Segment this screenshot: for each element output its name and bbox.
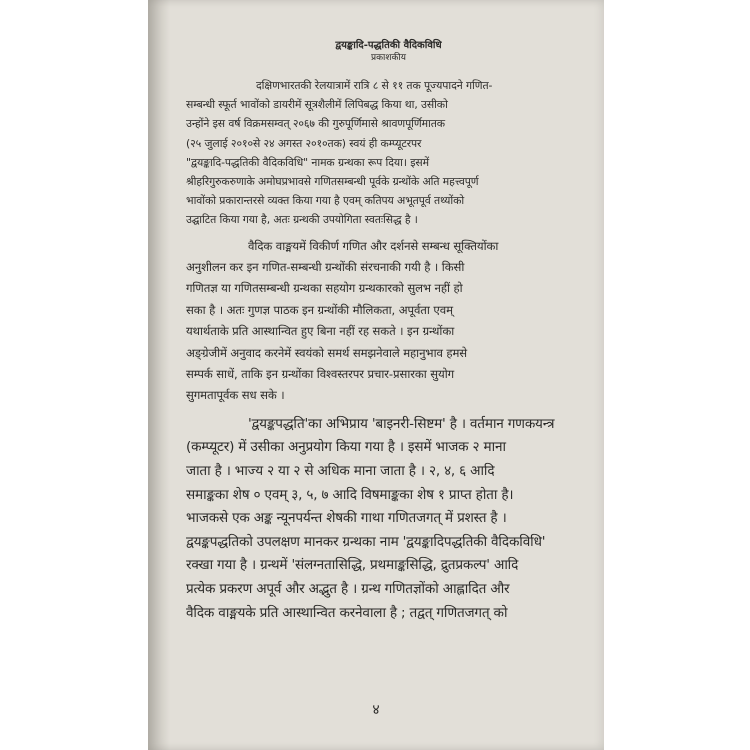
paragraph-line: द्वयङ्कपद्धतिको उपलक्षण मानकर ग्रन्थका नाम 'द्वयङ्कादिपद्धतिकी वैदिकविधि': [186, 533, 546, 550]
paragraph-line: अनुशीलन कर इन गणित-सम्बन्धी ग्रन्थोंकी संरचनाकी गयी है । किसी: [186, 260, 465, 275]
page-title: द्वयङ्कादि-पद्धतिकी वैदिकविधि: [335, 40, 442, 51]
page-subtitle: प्रकाशकीय: [371, 53, 406, 63]
page-content: [186, 40, 591, 625]
paragraph-1: [186, 76, 591, 230]
paragraph-line: सम्बन्धी स्फूर्त भावोंको डायरीमें सूत्रशैलीमें लिपिबद्ध किया था, उसीको: [186, 98, 448, 112]
paragraph-line: श्रीहरिगुरुकरुणाके अमोघप्रभावसे गणितसम्बन्धी पूर्वके ग्रन्थोंके अति महत्त्वपूर्ण: [186, 175, 479, 189]
paragraph-line: प्रत्येक प्रकरण अपूर्व और अद्भुत है । ग्रन्थ गणितज्ञोंको आह्लादित और: [186, 581, 510, 598]
paragraph-line: गणितज्ञ या गणितसम्बन्धी ग्रन्थका सहयोग ग्रन्थकारको सुलभ नहीं हो: [186, 281, 463, 296]
paragraph-line: भावोंको प्रकारान्तरसे व्यक्त किया गया है एवम् कतिपय अभूतपूर्व तथ्योंको: [186, 194, 465, 208]
paragraph-line: सका है । अतः गुणज्ञ पाठक इन ग्रन्थोंकी मौलिकता, अपूर्वता एवम्: [186, 302, 453, 317]
paragraph-line: उन्होंने इस वर्ष विक्रमसम्वत् २०६७ की गुरुपूर्णिमासे श्रावणपूर्णिमातक: [186, 117, 445, 131]
paragraph-line: समाङ्कका शेष ० एवम् ३, ५, ७ आदि विषमाङ्कका शेष १ प्राप्त होता है।: [186, 486, 514, 503]
paragraph-line: उद्घाटित किया गया है, अतः ग्रन्थकी उपयोगिता स्वतःसिद्ध है ।: [186, 213, 418, 227]
paragraph-line: भाजकसे एक अङ्क न्यूनपर्यन्त शेषकी गाथा गणितजगत् में प्रशस्त है ।: [186, 510, 507, 527]
page-number: ४: [372, 702, 380, 718]
paragraph-2: [186, 236, 591, 407]
paragraph-line: सम्पर्क साधें, ताकि इन ग्रन्थोंका विश्वस्तरपर प्रचार-प्रसारका सुयोग: [186, 367, 455, 382]
book-page: [148, 0, 604, 750]
paragraph-line: जाता है । भाज्य २ या २ से अधिक माना जाता है । २, ४, ६ आदि: [186, 463, 495, 480]
paragraph-line: दक्षिणभारतकी रेलयात्रामें रात्रि ८ से ११ तक पूज्यपादने गणित-: [256, 79, 493, 92]
paragraph-line: (कम्प्यूटर) में उसीका अनुप्रयोग किया गया है । इसमें भाजक २ माना: [186, 439, 506, 456]
paragraph-line: "द्वयङ्कादि-पद्धतिकी वैदिकविधि" नामक ग्रन्थका रूप दिया। इसमें: [186, 155, 429, 169]
paragraph-line: अङ्ग्रेजीमें अनुवाद करनेमें स्वयंको समर्थ समझनेवाले महानुभाव हमसे: [186, 345, 468, 360]
paragraph-line: (२५ जुलाई २०१०से २४ अगस्त २०१०तक) स्वयं ही कम्प्यूटरपर: [186, 136, 422, 150]
paragraph-line: 'द्वयङ्कपद्धति'का अभिप्राय 'बाइनरी-सिष्टम' है । वर्तमान गणकयन्त्र: [248, 415, 555, 432]
paragraph-line: यथार्थताके प्रति आस्थान्वित हुए बिना नहीं रह सकते । इन ग्रन्थोंका: [186, 324, 455, 339]
page-gutter-shadow: [148, 0, 170, 750]
paragraph-line: रक्खा गया है । ग्रन्थमें 'संलग्नतासिद्धि, प्रथमाङ्कसिद्धि, द्रुतप्रकल्प' आदि: [186, 557, 519, 574]
paragraph-line: वैदिक वाङ्मयमें विकीर्ण गणित और दर्शनसे सम्बन्ध सूक्तियोंका: [248, 238, 499, 253]
paragraph-line: वैदिक वाङ्मयके प्रति आस्थान्वित करनेवाला है ; तद्वत् गणितजगत् को: [186, 604, 508, 621]
paragraph-line: सुगमतापूर्वक सध सके ।: [186, 388, 285, 403]
paragraph-3: [186, 413, 591, 625]
